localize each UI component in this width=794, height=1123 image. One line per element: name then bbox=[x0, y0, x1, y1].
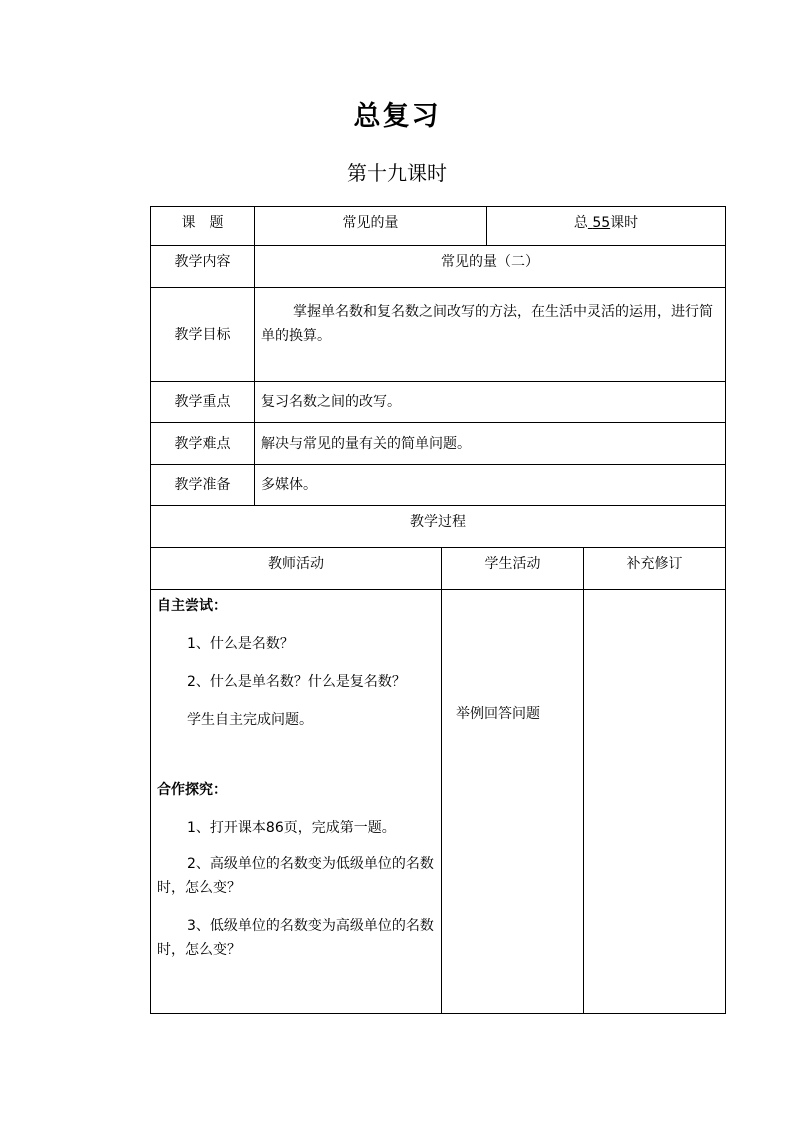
self-try-heading: 自主尝试： bbox=[157, 598, 227, 614]
self-try-item: 学生自主完成问题。 bbox=[187, 712, 313, 728]
revision-header: 补充修订 bbox=[584, 548, 726, 590]
self-try-item: 1、什么是名数？ bbox=[187, 636, 294, 652]
goal-value: 掌握单名数和复名数之间改写的方法，在生活中灵活的运用，进行简单的换算。 bbox=[255, 288, 726, 382]
difficulty-label: 教学难点 bbox=[151, 423, 255, 465]
period-count bbox=[487, 207, 726, 246]
teacher-activity-cell bbox=[151, 590, 442, 1014]
key-point-value: 复习名数之间的改写。 bbox=[255, 382, 726, 423]
preparation-value: 多媒体。 bbox=[255, 465, 726, 506]
goal-label: 教学目标 bbox=[151, 288, 255, 382]
topic-label: 课 题 bbox=[151, 207, 255, 246]
teacher-activity-header: 教师活动 bbox=[151, 548, 442, 590]
row-process-header bbox=[151, 506, 726, 548]
row-topic bbox=[151, 207, 726, 246]
row-goal bbox=[151, 288, 726, 382]
document-title: 总复习 bbox=[353, 101, 441, 132]
cooperative-item: 2、高级单位的名数变为低级单位的名数时，怎么变？ bbox=[157, 856, 434, 896]
cooperative-item: 3、低级单位的名数变为高级单位的名数时，怎么变？ bbox=[157, 918, 434, 958]
student-activity-cell: 举例回答问题 bbox=[442, 590, 584, 1014]
topic-value: 常见的量 bbox=[255, 207, 487, 246]
period-number: 55 bbox=[592, 215, 611, 231]
row-content bbox=[151, 246, 726, 288]
lesson-period-subtitle: 第十九课时 bbox=[347, 161, 447, 185]
row-key-point bbox=[151, 382, 726, 423]
lesson-plan-table bbox=[150, 206, 726, 1014]
row-process-body bbox=[151, 590, 726, 1014]
cooperative-heading: 合作探究： bbox=[157, 782, 227, 798]
period-suffix: 课时 bbox=[610, 215, 639, 231]
self-try-item: 2、什么是单名数？什么是复名数？ bbox=[187, 674, 406, 690]
content-value: 常见的量（二） bbox=[255, 246, 726, 288]
preparation-label: 教学准备 bbox=[151, 465, 255, 506]
period-prefix: 总 bbox=[573, 215, 588, 231]
student-activity-header: 学生活动 bbox=[442, 548, 584, 590]
key-point-label: 教学重点 bbox=[151, 382, 255, 423]
cooperative-item: 1、打开课本86页，完成第一题。 bbox=[187, 820, 396, 836]
process-header: 教学过程 bbox=[151, 506, 726, 548]
revision-cell bbox=[584, 590, 726, 1014]
row-difficulty bbox=[151, 423, 726, 465]
difficulty-value: 解决与常见的量有关的简单问题。 bbox=[255, 423, 726, 465]
content-label: 教学内容 bbox=[151, 246, 255, 288]
row-column-headers bbox=[151, 548, 726, 590]
row-preparation bbox=[151, 465, 726, 506]
